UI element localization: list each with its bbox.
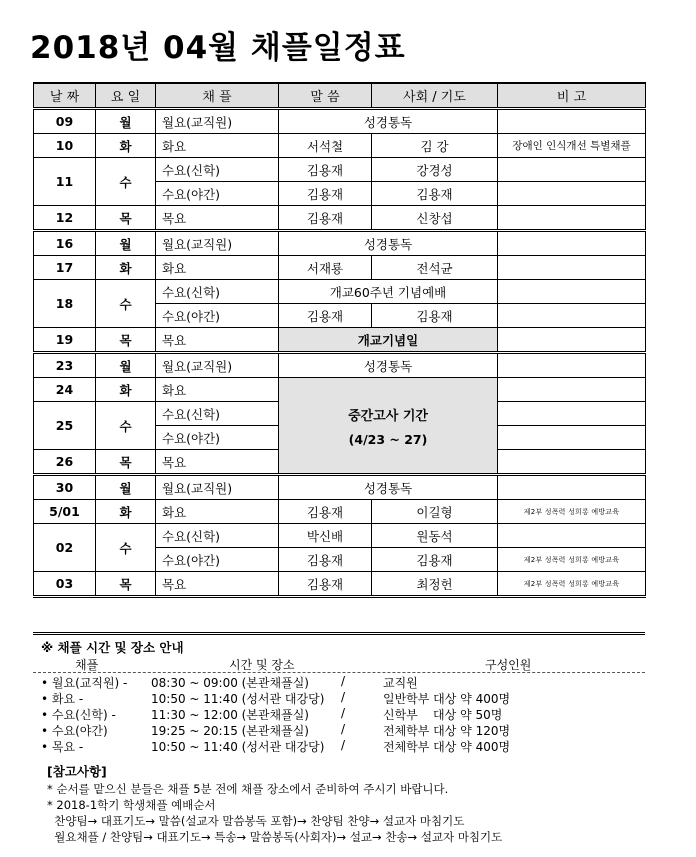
date-cell: 11	[34, 158, 96, 206]
merged-cell: 개교60주년 기념예배	[279, 280, 498, 304]
info-time: 08:30 ~ 09:00 (본관채플실)	[151, 676, 309, 690]
table-row	[34, 524, 646, 548]
info-sep: /	[341, 722, 346, 736]
note-cell: 제2부 성폭력 성희롱 예방교육	[498, 548, 646, 572]
exam-dates: (4/23 ~ 27)	[348, 431, 428, 447]
note-cell: 제2부 성폭력 성희롱 예방교육	[498, 572, 646, 597]
chapel-cell: 수요(신학)	[156, 524, 279, 548]
leader-cell: 전석균	[372, 256, 498, 280]
day-cell: 월	[96, 475, 156, 500]
table-row	[34, 231, 646, 256]
header-row	[34, 83, 646, 109]
info-members: 전체학부 대상 약 400명	[383, 740, 511, 754]
date-cell: 19	[34, 328, 96, 353]
header-leader: 사회 / 기도	[372, 83, 498, 109]
leader-cell: 신창섭	[372, 206, 498, 231]
info-time: 11:30 ~ 12:00 (본관채플실)	[151, 708, 309, 722]
exam-title: 중간고사 기간	[348, 408, 428, 424]
date-cell: 02	[34, 524, 96, 572]
date-cell: 30	[34, 475, 96, 500]
chapel-cell: 수요(신학)	[156, 402, 279, 426]
info-time: 19:25 ~ 20:15 (본관채플실)	[151, 724, 309, 738]
leader-cell: 이길형	[372, 500, 498, 524]
leader-cell: 김용재	[372, 548, 498, 572]
info-chapel: • 수요(신학) -	[41, 708, 116, 722]
merged-cell: 성경통독	[279, 353, 498, 378]
header-note: 비 고	[498, 83, 646, 109]
note-cell: 제2부 성폭력 성희롱 예방교육	[498, 500, 646, 524]
chapel-cell: 월요(교직원)	[156, 109, 279, 134]
note-cell	[498, 182, 646, 206]
info-row	[33, 722, 645, 738]
speaker-cell: 김용재	[279, 158, 372, 182]
info-members: 신학부 대상 약 50명	[383, 708, 503, 722]
info-sep: /	[341, 706, 346, 720]
note-cell	[498, 450, 646, 475]
reference-note: 찬양팀→ 대표기도→ 말씀(설교자 말씀봉독 포함)→ 찬양팀 찬양→ 설교자 마침기도	[47, 814, 465, 828]
chapel-cell: 월요(교직원)	[156, 231, 279, 256]
info-time: 10:50 ~ 11:40 (성서관 대강당)	[151, 692, 325, 706]
info-row	[33, 706, 645, 722]
day-cell: 화	[96, 256, 156, 280]
table-row	[34, 572, 646, 597]
chapel-cell: 화요	[156, 378, 279, 402]
chapel-cell: 목요	[156, 206, 279, 231]
header-day: 요 일	[96, 83, 156, 109]
date-cell: 25	[34, 402, 96, 450]
note-cell: 장애인 인식개선 특별채플	[498, 134, 646, 158]
info-row	[33, 738, 645, 754]
day-cell: 목	[96, 206, 156, 231]
leader-cell: 최정헌	[372, 572, 498, 597]
date-cell: 16	[34, 231, 96, 256]
day-cell: 목	[96, 572, 156, 597]
chapel-cell: 수요(야간)	[156, 182, 279, 206]
note-cell	[498, 280, 646, 304]
chapel-cell: 목요	[156, 450, 279, 475]
chapel-cell: 수요(신학)	[156, 280, 279, 304]
section-divider	[33, 632, 645, 635]
reference-note: 월요채플 / 찬양팀→ 대표기도→ 특송→ 말씀봉독(사회자)→ 설교→ 찬송→ 설교자 마침기도	[47, 830, 503, 844]
day-cell: 수	[96, 524, 156, 572]
speaker-cell: 김용재	[279, 572, 372, 597]
info-column-headers	[33, 656, 645, 673]
note-cell	[498, 256, 646, 280]
note-cell	[498, 328, 646, 353]
table-row	[34, 280, 646, 304]
leader-cell: 김용재	[372, 182, 498, 206]
info-chapel: • 화요 -	[41, 692, 84, 706]
note-cell	[498, 231, 646, 256]
info-chapel: • 월요(교직원) -	[41, 676, 128, 690]
speaker-cell: 김용재	[279, 182, 372, 206]
info-members: 전체학부 대상 약 120명	[383, 724, 511, 738]
info-members: 교직원	[383, 676, 418, 690]
note-cell	[498, 378, 646, 402]
leader-cell: 김 강	[372, 134, 498, 158]
speaker-cell: 김용재	[279, 304, 372, 328]
note-cell	[498, 426, 646, 450]
info-row	[33, 674, 645, 690]
chapel-cell: 화요	[156, 500, 279, 524]
speaker-cell: 서석철	[279, 134, 372, 158]
reference-title: [참고사항]	[47, 764, 107, 779]
chapel-cell: 화요	[156, 256, 279, 280]
info-time: 10:50 ~ 11:40 (성서관 대강당)	[151, 740, 325, 754]
info-heading: ※ 채플 시간 및 장소 안내	[41, 640, 184, 655]
speaker-cell: 김용재	[279, 548, 372, 572]
chapel-cell: 월요(교직원)	[156, 353, 279, 378]
speaker-cell: 김용재	[279, 206, 372, 231]
schedule-table	[33, 82, 646, 598]
info-sep: /	[341, 674, 346, 688]
leader-cell: 강경성	[372, 158, 498, 182]
day-cell: 월	[96, 231, 156, 256]
speaker-cell: 박신배	[279, 524, 372, 548]
merged-cell: 성경통독	[279, 475, 498, 500]
date-cell: 24	[34, 378, 96, 402]
col-chapel-label: 채플	[75, 658, 99, 672]
info-sep: /	[341, 738, 346, 752]
table-row	[34, 378, 646, 402]
date-cell: 26	[34, 450, 96, 475]
reference-note: * 2018-1학기 학생채플 예배순서	[47, 798, 216, 812]
date-cell: 18	[34, 280, 96, 328]
col-members-label: 구성인원	[485, 658, 532, 672]
date-cell: 23	[34, 353, 96, 378]
col-time-label: 시간 및 장소	[229, 658, 295, 672]
info-row	[33, 690, 645, 706]
info-chapel: • 목요 -	[41, 740, 84, 754]
note-cell	[498, 524, 646, 548]
table-row	[34, 475, 646, 500]
info-members: 일반학부 대상 약 400명	[383, 692, 511, 706]
table-row	[34, 109, 646, 134]
day-cell: 화	[96, 378, 156, 402]
day-cell: 수	[96, 158, 156, 206]
merged-cell: 성경통독	[279, 231, 498, 256]
day-cell: 수	[96, 280, 156, 328]
header-chapel: 채 플	[156, 83, 279, 109]
table-row	[34, 134, 646, 158]
day-cell: 목	[96, 328, 156, 353]
table-row	[34, 256, 646, 280]
day-cell: 월	[96, 109, 156, 134]
day-cell: 화	[96, 134, 156, 158]
chapel-cell: 수요(신학)	[156, 158, 279, 182]
chapel-cell: 수요(야간)	[156, 304, 279, 328]
info-chapel: • 수요(야간)	[41, 724, 108, 738]
date-cell: 5/01	[34, 500, 96, 524]
chapel-cell: 수요(야간)	[156, 426, 279, 450]
date-cell: 12	[34, 206, 96, 231]
day-cell: 수	[96, 402, 156, 450]
chapel-cell: 목요	[156, 328, 279, 353]
holiday-cell: 개교기념일	[279, 328, 498, 353]
note-cell	[498, 158, 646, 182]
leader-cell: 김용재	[372, 304, 498, 328]
date-cell: 17	[34, 256, 96, 280]
chapel-cell: 월요(교직원)	[156, 475, 279, 500]
leader-cell: 원동석	[372, 524, 498, 548]
page-title: 2018년 04월 채플일정표	[30, 30, 406, 66]
note-cell	[498, 304, 646, 328]
speaker-cell: 김용재	[279, 500, 372, 524]
table-row	[34, 328, 646, 353]
exam-period-cell	[279, 378, 498, 475]
date-cell: 10	[34, 134, 96, 158]
speaker-cell: 서재룡	[279, 256, 372, 280]
header-date: 날 짜	[34, 83, 96, 109]
chapel-cell: 화요	[156, 134, 279, 158]
day-cell: 화	[96, 500, 156, 524]
table-row	[34, 206, 646, 231]
date-cell: 09	[34, 109, 96, 134]
date-cell: 03	[34, 572, 96, 597]
table-row	[34, 500, 646, 524]
note-cell	[498, 353, 646, 378]
chapel-cell: 목요	[156, 572, 279, 597]
info-sep: /	[341, 690, 346, 704]
day-cell: 월	[96, 353, 156, 378]
day-cell: 목	[96, 450, 156, 475]
chapel-cell: 수요(야간)	[156, 548, 279, 572]
table-row	[34, 353, 646, 378]
reference-note: * 순서를 맡으신 분들은 채플 5분 전에 채플 장소에서 준비하여 주시기 바랍니다.	[47, 782, 449, 796]
merged-cell: 성경통독	[279, 109, 498, 134]
note-cell	[498, 475, 646, 500]
note-cell	[498, 109, 646, 134]
table-row	[34, 158, 646, 182]
note-cell	[498, 402, 646, 426]
header-speaker: 말 씀	[279, 83, 372, 109]
note-cell	[498, 206, 646, 231]
